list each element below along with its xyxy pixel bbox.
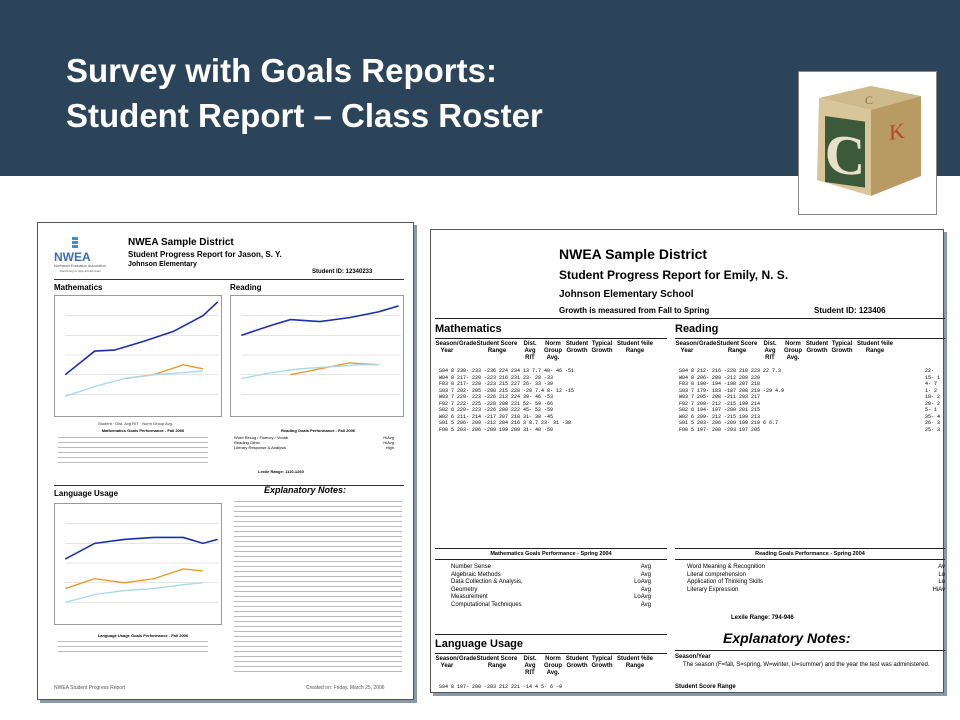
- right-language-rule-top: [435, 634, 667, 635]
- left-language-goals-lines: [58, 641, 208, 656]
- table-row: W02 6 209- 212 -215 199 213: [679, 413, 761, 420]
- right-explanatory-rule: [675, 650, 945, 651]
- right-org-name: NWEA Sample District: [559, 246, 708, 262]
- table-row: S04 8 197- 200 -203 212 221 -14 4 5- 6 -9: [439, 684, 563, 690]
- left-language-chart: [54, 503, 222, 625]
- left-math-legend: Student · Dist. Avg RIT · Norm Group Avg.: [98, 421, 173, 426]
- right-explanatory-title: Explanatory Notes:: [723, 630, 851, 646]
- goal-row: Literal comprehension Lo: [687, 571, 945, 578]
- table-row: W04 8 217- 220 -223 216 231 23- 28 -33: [439, 374, 554, 381]
- goal-row: Computational Techniques Avg: [451, 601, 651, 608]
- right-reading-goals-rule2: [675, 559, 945, 560]
- right-math-goals-title: Mathematics Goals Performance - Spring 2004: [490, 551, 612, 557]
- goal-row: Application of Thinking Skills Lo: [687, 579, 945, 585]
- left-reading-goals-title: Reading Goals Performance - Fall 2006: [280, 428, 356, 433]
- svg-text:K: K: [889, 117, 905, 146]
- goal-row: Measurement LoAvg: [451, 594, 651, 600]
- table-row: S04 8 212- 216 -220 210 223 22 7.3: [679, 368, 782, 374]
- table-row: W04 8 206- 209 -212 209 220: [679, 374, 761, 381]
- left-report-title: Student Progress Report for Jason, S. Y.: [128, 250, 282, 259]
- left-school-name: Johnson Elementary: [128, 261, 197, 268]
- table-row: S02 6 220- 223 -226 209 222 45- 52 -59: [439, 407, 554, 413]
- left-math-label: Mathematics: [54, 283, 103, 292]
- left-math-goals-lines: [58, 437, 208, 467]
- left-header-rule: [54, 279, 404, 280]
- left-reading-goal-row: Literary Response & Analysis High: [234, 445, 394, 450]
- table-row: F02 7 222- 225 -228 208 221 52- 59 -66: [439, 400, 554, 407]
- slide-title-line2: Student Report – Class Roster: [66, 97, 543, 134]
- right-reading-goals-rule: [675, 548, 945, 549]
- goal-row: Literary Expression HiAv: [687, 586, 945, 593]
- right-growth-note: Growth is measured from Fall to Spring: [559, 306, 710, 315]
- right-language-table-rows: [439, 684, 562, 691]
- right-math-goals-rule: [435, 548, 667, 549]
- letter-block-image-frame: [798, 71, 937, 215]
- svg-text:C: C: [824, 122, 866, 189]
- left-reading-chart: [230, 295, 404, 417]
- right-language-label: Language Usage: [435, 638, 524, 650]
- table-row: F00 5 197- 200 -203 197 205: [679, 426, 761, 433]
- right-language-rule: [435, 653, 667, 654]
- right-reading-goals-title: Reading Goals Performance - Spring 2004: [755, 551, 865, 557]
- right-math-rule: [435, 338, 667, 339]
- right-report-title: Student Progress Report for Emily, N. S.: [559, 268, 789, 282]
- right-student-id: Student ID: 123406: [814, 306, 886, 315]
- right-reading-rule: [675, 338, 945, 339]
- left-student-id: Student ID: 12340233: [312, 269, 373, 275]
- right-expl-score-label: Student Score Range: [675, 684, 736, 690]
- right-math-label: Mathematics: [435, 323, 502, 335]
- left-reading-goals: [234, 435, 394, 450]
- left-lexile-range: Lexile Range: 1110-1260: [258, 469, 304, 474]
- goal-row: Geometry Avg: [451, 586, 651, 593]
- left-footer-right: Created on: Friday, March 25, 2006: [306, 685, 385, 691]
- goal-row: Number Sense Avg: [451, 564, 651, 570]
- table-row: S03 7 202- 205 -208 215 228 -20 7.4 8- 12 -15: [439, 387, 575, 394]
- table-row: S01 5 203- 206 -209 199 210 6 6.7: [679, 420, 779, 426]
- nwea-logo: [54, 237, 106, 275]
- slide-title-line1: Survey with Goals Reports:: [66, 52, 497, 89]
- svg-text:NWEA: NWEA: [54, 250, 91, 264]
- left-explanatory-title: Explanatory Notes:: [264, 485, 347, 495]
- table-row: W03 7 220- 223 -226 212 224 39- 46 -53: [439, 394, 554, 400]
- left-reading-goal-row: Reading Other HiAvg: [234, 440, 394, 445]
- table-row: F00 5 203- 206 -209 199 209 31- 40 -50: [439, 426, 554, 433]
- right-reading-label: Reading: [675, 323, 719, 335]
- right-expl-season-text: The season (F=fall, S=spring, W=winter, U=summer) and the year the test was administered.: [683, 662, 930, 668]
- left-footer-left: NWEA Student Progress Report: [54, 685, 126, 691]
- right-math-goals-rule2: [435, 559, 667, 560]
- table-row: F03 8 190- 194 -198 207 218: [679, 381, 761, 387]
- table-row: S03 7 179- 183 -187 208 219 -29 4.9: [679, 387, 785, 394]
- table-row: F03 8 217- 220 -223 215 227 26- 33 -39: [439, 381, 554, 387]
- right-reading-pct-partial: 22- 15- 1 4- 7 1- 2 18- 2 20- 2 5- 1 35- 4 26- 3 25- 3: [925, 368, 941, 433]
- right-math-table-rows: [439, 368, 574, 433]
- goal-row: Data Collection & Analysis, LoAvg: [451, 579, 651, 585]
- table-row: W03 7 205- 208 -211 203 217: [679, 394, 761, 400]
- left-mid-rule: [54, 485, 404, 486]
- table-row: S01 5 206- 209 -212 204 216 3 8.7 23- 31 -38: [439, 420, 572, 426]
- jason-student-report-thumbnail: [37, 222, 414, 700]
- table-row: S02 6 194- 197 -200 201 215: [679, 407, 761, 413]
- right-reading-table-header: Season/ Year Grade Student Score Range Dist. Avg RIT Norm Group Avg. Student Growth Typical Growth Student %ile Range: [675, 341, 893, 361]
- right-math-table-header: Season/ Year Grade Student Score Range Dist. Avg RIT Norm Group Avg. Student Growth Typical Growth Student %ile Range: [435, 341, 653, 361]
- left-language-label: Language Usage: [54, 489, 119, 498]
- table-row: W02 6 211- 214 -217 207 218 31- 38 -45: [439, 413, 554, 420]
- letter-c-block-icon: [811, 84, 925, 202]
- slide-title: [66, 48, 543, 138]
- svg-text:Northwest Evaluation Associati: Northwest Evaluation Association: [54, 264, 106, 268]
- left-math-chart: [54, 295, 222, 417]
- right-expl-season-label: Season/Year: [675, 654, 711, 660]
- emily-student-report: [430, 229, 944, 693]
- left-reading-goal-row: Word Recog / Fluency / Vocab HiAvg: [234, 435, 394, 440]
- goal-row: Word Meaning & Recognition Av: [687, 564, 945, 570]
- left-math-goals-title: Mathematics Goals Performance - Fall 2006: [101, 428, 185, 433]
- right-school-name: Johnson Elementary School: [559, 289, 694, 300]
- right-reading-table-rows: [679, 368, 784, 433]
- goal-row: Algebraic Methods Avg: [451, 571, 651, 578]
- right-reading-goals: [687, 564, 945, 594]
- left-language-goals-title: Language Usage Goals Performance - Fall 2006: [97, 633, 189, 638]
- svg-text:Partnering to help all kids le: Partnering to help all kids learn: [60, 269, 102, 273]
- left-explanatory-text-lines: [234, 501, 402, 676]
- right-math-goals: [451, 564, 651, 609]
- left-org-name: NWEA Sample District: [128, 237, 234, 248]
- left-reading-label: Reading: [230, 283, 262, 292]
- right-lexile-range: Lexile Range: 794-946: [731, 615, 794, 621]
- right-header-rule: [435, 318, 945, 319]
- svg-text:C: C: [864, 93, 874, 107]
- table-row: F02 7 209- 212 -215 199 214: [679, 400, 761, 407]
- right-language-table-header: Season/ Year Grade Student Score Range Dist. Avg RIT Norm Group Avg. Student Growth Typical Growth Student %ile Range: [435, 656, 653, 676]
- table-row: S04 8 230- 233 -236 224 234 13 7.7 40- 46 -51: [439, 368, 575, 374]
